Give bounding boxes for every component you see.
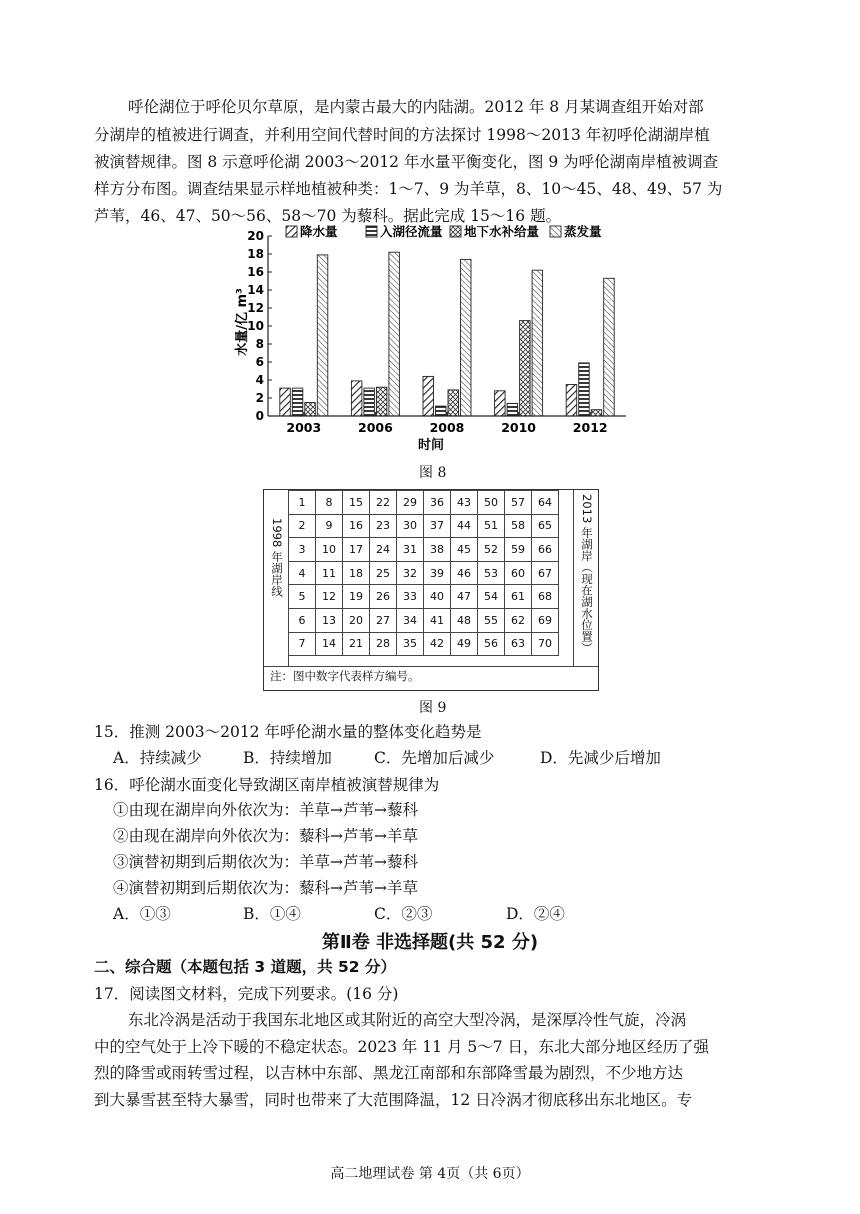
y-tick-label: 8 xyxy=(255,337,264,351)
q16-option-b: B．①④ xyxy=(243,905,301,923)
sample-cell: 61 xyxy=(505,585,532,609)
q15-option-b: B．持续增加 xyxy=(243,749,332,767)
sample-cell: 18 xyxy=(343,561,370,585)
y-tick-label: 10 xyxy=(247,319,264,333)
sample-cell: 21 xyxy=(343,632,370,656)
sample-cell: 35 xyxy=(397,632,424,656)
bar-2003-地下水补给量 xyxy=(305,403,316,417)
bar-2010-降水量 xyxy=(495,391,506,416)
x-tick-label: 2012 xyxy=(572,420,608,435)
sample-cell: 51 xyxy=(478,514,505,538)
sample-cell: 39 xyxy=(424,561,451,585)
legend-label: 地下水补给量 xyxy=(464,224,540,239)
right-label-text: 2013 年湖岸（现在湖水位置） xyxy=(580,494,594,654)
grid-row xyxy=(289,514,559,538)
sample-cell: 46 xyxy=(451,561,478,585)
legend-swatch xyxy=(550,226,561,237)
sample-cell: 56 xyxy=(478,632,505,656)
bar-2010-入湖径流量 xyxy=(507,403,517,416)
figure-9-caption: 图 9 xyxy=(419,700,447,716)
left-shoreline-label xyxy=(264,490,289,666)
figure-8-caption: 图 8 xyxy=(419,465,447,481)
intro-line: 被演替规律。图 8 示意呼伦湖 2003～2012 年水量平衡变化，图 9 为呼伦湖南岸植被调查 xyxy=(94,153,719,171)
y-tick-label: 12 xyxy=(247,301,264,315)
bar-2010-蒸发量 xyxy=(532,270,543,416)
q16-stem: 16．呼伦湖水面变化导致湖区南岸植被演替规律为 xyxy=(94,776,440,794)
sample-cell: 1 xyxy=(289,491,316,515)
q16-option-d: D．②④ xyxy=(506,905,565,923)
sample-cell: 47 xyxy=(451,585,478,609)
sample-cell: 5 xyxy=(289,585,316,609)
bar-2012-蒸发量 xyxy=(604,278,615,416)
bar-2012-入湖径流量 xyxy=(579,363,590,416)
sample-cell: 66 xyxy=(532,538,559,562)
sample-cell: 17 xyxy=(343,538,370,562)
q15-option-c: C．先增加后减少 xyxy=(374,749,495,767)
water-balance-chart xyxy=(228,222,638,454)
grid-note: 注：图中数字代表样方编号。 xyxy=(270,669,420,683)
sample-cell: 15 xyxy=(343,491,370,515)
sample-cell: 57 xyxy=(505,491,532,515)
y-axis xyxy=(247,229,272,423)
bar-2006-降水量 xyxy=(351,381,362,416)
y-axis-label: 水量/亿 m³ xyxy=(235,288,250,356)
y-tick-label: 16 xyxy=(247,265,264,279)
sample-cell: 8 xyxy=(316,491,343,515)
q17-line: 到大暴雪甚至特大暴雪，同时也带来了大范围降温，12 日冷涡才彻底移出东北地区。专 xyxy=(94,1091,693,1109)
sample-cell: 37 xyxy=(424,514,451,538)
intro-line: 呼伦湖位于呼伦贝尔草原，是内蒙古最大的内陆湖。2012 年 8 月某调查组开始对部 xyxy=(128,98,704,116)
bar-2003-蒸发量 xyxy=(317,255,328,416)
q17-line: 东北冷涡是活动于我国东北地区或其附近的高空大型冷涡，是深厚冷性气旋，冷涡 xyxy=(128,1011,687,1029)
sample-cell: 62 xyxy=(505,608,532,632)
sample-cell: 31 xyxy=(397,538,424,562)
sample-cell: 58 xyxy=(505,514,532,538)
bar-2003-入湖径流量 xyxy=(292,388,303,416)
q16-item: ③演替初期到后期依次为：羊草→芦苇→藜科 xyxy=(113,853,418,871)
grid-row xyxy=(289,608,559,632)
sample-cell: 42 xyxy=(424,632,451,656)
bar-2008-入湖径流量 xyxy=(436,406,447,416)
intro-line: 芦苇，46、47、50～56、58～70 为藜科。据此完成 15～16 题。 xyxy=(94,207,562,225)
sample-cell: 9 xyxy=(316,514,343,538)
y-tick-label: 2 xyxy=(255,391,264,405)
sample-cell: 34 xyxy=(397,608,424,632)
grid-row xyxy=(289,491,559,515)
q16-option-a: A．①③ xyxy=(113,905,171,923)
sample-cell: 36 xyxy=(424,491,451,515)
sample-cell: 44 xyxy=(451,514,478,538)
sample-cell: 11 xyxy=(316,561,343,585)
bar-2012-地下水补给量 xyxy=(591,410,602,416)
legend-label: 蒸发量 xyxy=(564,224,602,239)
sample-cell: 65 xyxy=(532,514,559,538)
sample-cell: 13 xyxy=(316,608,343,632)
q16-item: ①由现在湖岸向外依次为：羊草→芦苇→藜科 xyxy=(113,801,418,819)
sample-cell: 20 xyxy=(343,608,370,632)
bar-2008-蒸发量 xyxy=(461,259,472,416)
sample-cell: 29 xyxy=(397,491,424,515)
section-2-title: 第Ⅱ卷 非选择题(共 52 分) xyxy=(321,932,539,953)
y-tick-label: 6 xyxy=(255,355,264,369)
page-footer: 高二地理试卷 第 4页（共 6页） xyxy=(330,1166,530,1182)
sample-cell: 50 xyxy=(478,491,505,515)
x-axis-label: 时间 xyxy=(417,438,445,453)
sample-cell: 12 xyxy=(316,585,343,609)
y-tick-label: 20 xyxy=(247,229,264,243)
sample-cell: 19 xyxy=(343,585,370,609)
x-axis xyxy=(268,412,626,435)
bar-2008-降水量 xyxy=(423,376,434,416)
x-tick-label: 2010 xyxy=(501,420,536,435)
bar-2006-地下水补给量 xyxy=(376,387,387,416)
q16-item: ④演替初期到后期依次为：藜科→芦苇→羊草 xyxy=(113,879,418,897)
sample-cell: 52 xyxy=(478,538,505,562)
x-tick-label: 2003 xyxy=(286,420,322,435)
bar-2003-降水量 xyxy=(280,388,291,416)
q15-option-d: D．先减少后增加 xyxy=(540,749,661,767)
y-tick-label: 4 xyxy=(255,373,264,387)
sample-cell: 69 xyxy=(532,608,559,632)
right-shoreline-label xyxy=(573,490,598,666)
q15-stem: 15．推测 2003～2012 年呼伦湖水量的整体变化趋势是 xyxy=(94,723,482,741)
sample-cell: 54 xyxy=(478,585,505,609)
bar-2012-降水量 xyxy=(566,385,577,417)
sample-cell: 68 xyxy=(532,585,559,609)
sample-cell: 49 xyxy=(451,632,478,656)
bar-2010-地下水补给量 xyxy=(520,321,531,416)
sample-cell: 32 xyxy=(397,561,424,585)
sample-cell: 6 xyxy=(289,608,316,632)
bar-2006-蒸发量 xyxy=(389,252,400,416)
sample-cell: 48 xyxy=(451,608,478,632)
y-tick-label: 18 xyxy=(247,247,264,261)
sample-cell: 43 xyxy=(451,491,478,515)
legend-label: 入湖径流量 xyxy=(380,224,443,239)
sample-cell: 67 xyxy=(532,561,559,585)
sample-grid-figure xyxy=(263,489,599,691)
sample-cell: 25 xyxy=(370,561,397,585)
q17-line: 烈的降雪或雨转雪过程，以吉林中东部、黑龙江南部和东部降雪最为剧烈，不少地方达 xyxy=(94,1064,684,1082)
sample-cell: 27 xyxy=(370,608,397,632)
sample-cell: 63 xyxy=(505,632,532,656)
sample-cell: 55 xyxy=(478,608,505,632)
bars-group xyxy=(280,252,614,416)
sample-cell: 4 xyxy=(289,561,316,585)
sample-cell: 64 xyxy=(532,491,559,515)
sample-cell: 59 xyxy=(505,538,532,562)
sample-cell: 22 xyxy=(370,491,397,515)
grid-row xyxy=(289,585,559,609)
sample-cell: 14 xyxy=(316,632,343,656)
sample-cell: 33 xyxy=(397,585,424,609)
sample-cell: 24 xyxy=(370,538,397,562)
grid-row xyxy=(289,561,559,585)
q16-item: ②由现在湖岸向外依次为：藜科→芦苇→羊草 xyxy=(113,827,418,845)
sample-grid-table xyxy=(288,490,559,656)
legend-swatch xyxy=(286,226,297,237)
sample-cell: 53 xyxy=(478,561,505,585)
x-tick-label: 2008 xyxy=(429,420,465,435)
section-2-subtitle: 二、综合题（本题包括 3 道题，共 52 分） xyxy=(94,958,396,976)
x-tick-label: 2006 xyxy=(358,420,393,435)
q16-option-c: C．②③ xyxy=(374,905,433,923)
sample-cell: 40 xyxy=(424,585,451,609)
sample-cell: 10 xyxy=(316,538,343,562)
sample-cell: 28 xyxy=(370,632,397,656)
q17-line: 中的空气处于上冷下暖的不稳定状态。2023 年 11 月 5～7 日，东北大部分地区经历了强 xyxy=(94,1038,710,1056)
y-tick-label: 0 xyxy=(255,409,264,423)
sample-cell: 2 xyxy=(289,514,316,538)
grid-row xyxy=(289,538,559,562)
sample-cell: 45 xyxy=(451,538,478,562)
sample-cell: 7 xyxy=(289,632,316,656)
legend-label: 降水量 xyxy=(300,224,338,239)
legend-swatch xyxy=(366,226,377,237)
sample-cell: 41 xyxy=(424,608,451,632)
intro-line: 样方分布图。调查结果显示样地植被种类：1～7、9 为羊草，8、10～45、48、49、57 为 xyxy=(94,180,723,198)
legend-swatch xyxy=(450,226,461,237)
bar-2006-入湖径流量 xyxy=(364,388,375,416)
y-tick-label: 14 xyxy=(247,283,264,297)
sample-cell: 70 xyxy=(532,632,559,656)
sample-cell: 60 xyxy=(505,561,532,585)
sample-cell: 26 xyxy=(370,585,397,609)
intro-line: 分湖岸的植被进行调查，并利用空间代替时间的方法探讨 1998～2013 年初呼伦湖湖岸植 xyxy=(94,126,710,144)
chart-legend xyxy=(286,224,602,239)
grid-row xyxy=(289,632,559,656)
sample-cell: 3 xyxy=(289,538,316,562)
sample-cell: 38 xyxy=(424,538,451,562)
note-divider xyxy=(264,666,598,667)
q17-stem: 17．阅读图文材料，完成下列要求。(16 分) xyxy=(94,985,399,1003)
bar-2008-地下水补给量 xyxy=(448,390,459,416)
sample-cell: 30 xyxy=(397,514,424,538)
sample-cell: 16 xyxy=(343,514,370,538)
q15-option-a: A．持续减少 xyxy=(113,749,202,767)
left-label-text: 1998 年湖岸线 xyxy=(270,518,284,597)
sample-cell: 23 xyxy=(370,514,397,538)
